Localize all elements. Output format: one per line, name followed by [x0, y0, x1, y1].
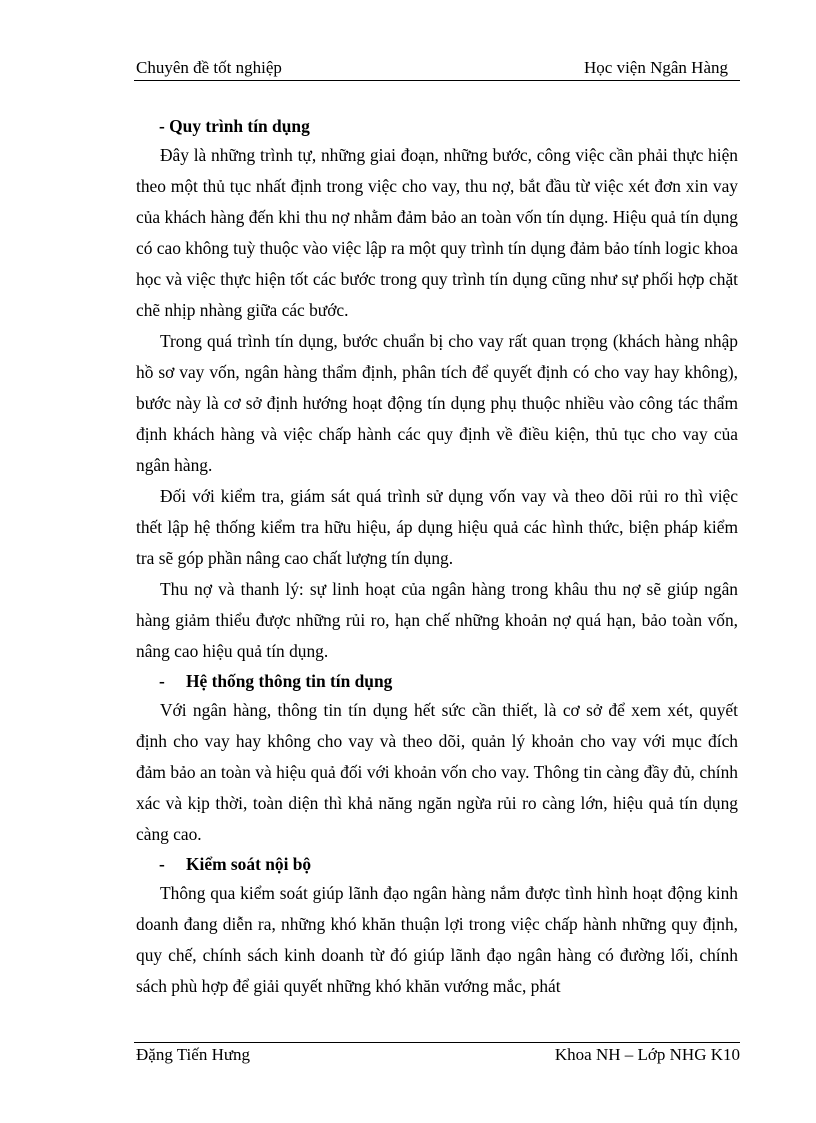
- paragraph: Thu nợ và thanh lý: sự linh hoạt của ngân hàng trong khâu thu nợ sẽ giúp ngân hàng giảm thiểu được những rủi ro, hạn chế những khoản nợ quá hạn, bảo toàn vốn, nâng cao hiệu quả tín dụng.: [136, 579, 738, 661]
- section-heading-credit-process: - Quy trình tín dụng: [159, 116, 310, 136]
- page-footer: [134, 1042, 740, 1069]
- section-heading-credit-info-system: [136, 667, 738, 695]
- heading-text: Kiểm soát nội bộ: [186, 854, 312, 874]
- header-institution: Học viện Ngân Hàng: [584, 58, 728, 77]
- header-document-title: Chuyên đề tốt nghiệp: [136, 58, 282, 77]
- section-heading-internal-control: [136, 850, 738, 878]
- paragraph: Thông qua kiểm soát giúp lãnh đạo ngân hàng nắm được tình hình hoạt động kinh doanh đang diễn ra, những khó khăn thuận lợi trong việc chấp hành những quy định, quy chế, chính sách kinh doanh từ đó giúp lãnh đạo ngân hàng có đường lối, chính sách phù hợp để giải quyết những khó khăn vướng mắc, phát: [136, 883, 738, 996]
- footer-author: Đặng Tiến Hưng: [136, 1045, 251, 1064]
- paragraph: Đối với kiểm tra, giám sát quá trình sử dụng vốn vay và theo dõi rủi ro thì việc thết lập hệ thống kiểm tra hữu hiệu, áp dụng hiệu quả các hình thức, biện pháp kiểm tra sẽ góp phần nâng cao chất lượng tín dụng.: [136, 486, 738, 568]
- heading-dash: -: [159, 671, 165, 691]
- paragraph: Với ngân hàng, thông tin tín dụng hết sức cần thiết, là cơ sở để xem xét, quyết định cho vay hay không cho vay và theo dõi, quản lý khoản cho vay với mục đích đảm bảo an toàn và hiệu quả đối với khoản vốn cho vay. Thông tin càng đầy đủ, chính xác và kịp thời, toàn diện thì khả năng ngăn ngừa rủi ro càng lớn, hiệu quả tín dụng càng cao.: [136, 700, 738, 844]
- footer-class: Khoa NH – Lớp NHG K10: [554, 1045, 740, 1064]
- heading-text: Hệ thống thông tin tín dụng: [186, 671, 393, 691]
- heading-dash: -: [159, 854, 165, 874]
- paragraph: Đây là những trình tự, những giai đoạn, những bước, công việc cần phải thực hiện theo một thủ tục nhất định trong việc cho vay, thu nợ, bắt đầu từ việc xét đơn xin vay của khách hàng đến khi thu nợ nhằm đảm bảo an toàn vốn tín dụng. Hiệu quả tín dụng có cao không tuỳ thuộc vào việc lập ra một quy trình tín dụng đảm bảo tính logic khoa học và việc thực hiện tốt các bước trong quy trình tín dụng cũng như sự phối hợp chặt chẽ nhịp nhàng giữa các bước.: [136, 145, 738, 320]
- paragraph: Trong quá trình tín dụng, bước chuẩn bị cho vay rất quan trọng (khách hàng nhập hồ sơ vay vốn, ngân hàng thẩm định, phân tích để quyết định có cho vay hay không), bước này là cơ sở định hướng hoạt động tín dụng phụ thuộc nhiều vào công tác thẩm định khách hàng và việc chấp hành các quy định về điều kiện, thủ tục cho vay của ngân hàng.: [136, 331, 738, 475]
- page-header: [134, 58, 740, 81]
- page-body: [136, 112, 738, 1002]
